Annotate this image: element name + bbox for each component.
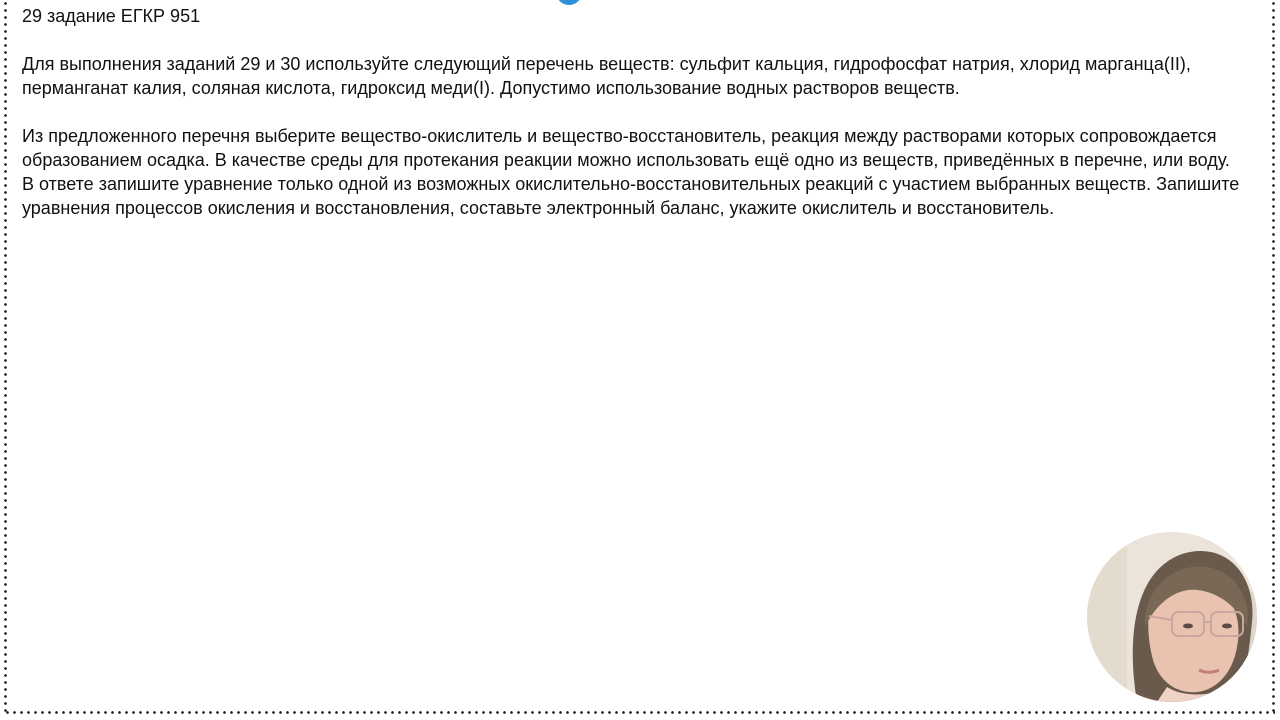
presenter-webcam: [1087, 532, 1257, 702]
task-paragraph-2: Из предложенного перечня выберите вещество-окислитель и вещество-восстановитель, реакция между растворами которых сопровождается образованием осадка. В качестве среды для протекания реакции можно использовать ещё одно из веществ, приведённых в перечне, или воду.: [22, 126, 1230, 170]
task-paragraph-1: Для выполнения заданий 29 и 30 используйте следующий перечень веществ: сульфит кальция, гидрофосфат натрия, хлорид марганца(II), перманганат калия, соляная кислота, гидроксид меди(I). Допустимо использование водных растворов веществ.: [22, 54, 1191, 98]
task-title: 29 задание ЕГКР 951: [22, 6, 201, 26]
presenter-video-icon: [1087, 532, 1257, 702]
task-content: [22, 4, 1258, 220]
dotted-border-bottom: [4, 711, 1275, 714]
dotted-border-left: [4, 0, 7, 716]
dotted-border-right: [1272, 0, 1275, 716]
task-paragraph-3: В ответе запишите уравнение только одной из возможных окислительно-восстановительных реакций с участием выбранных веществ. Запишите уравнения процессов окисления и восстановления, составьте электронный баланс, укажите окислитель и восстановитель.: [22, 174, 1240, 218]
